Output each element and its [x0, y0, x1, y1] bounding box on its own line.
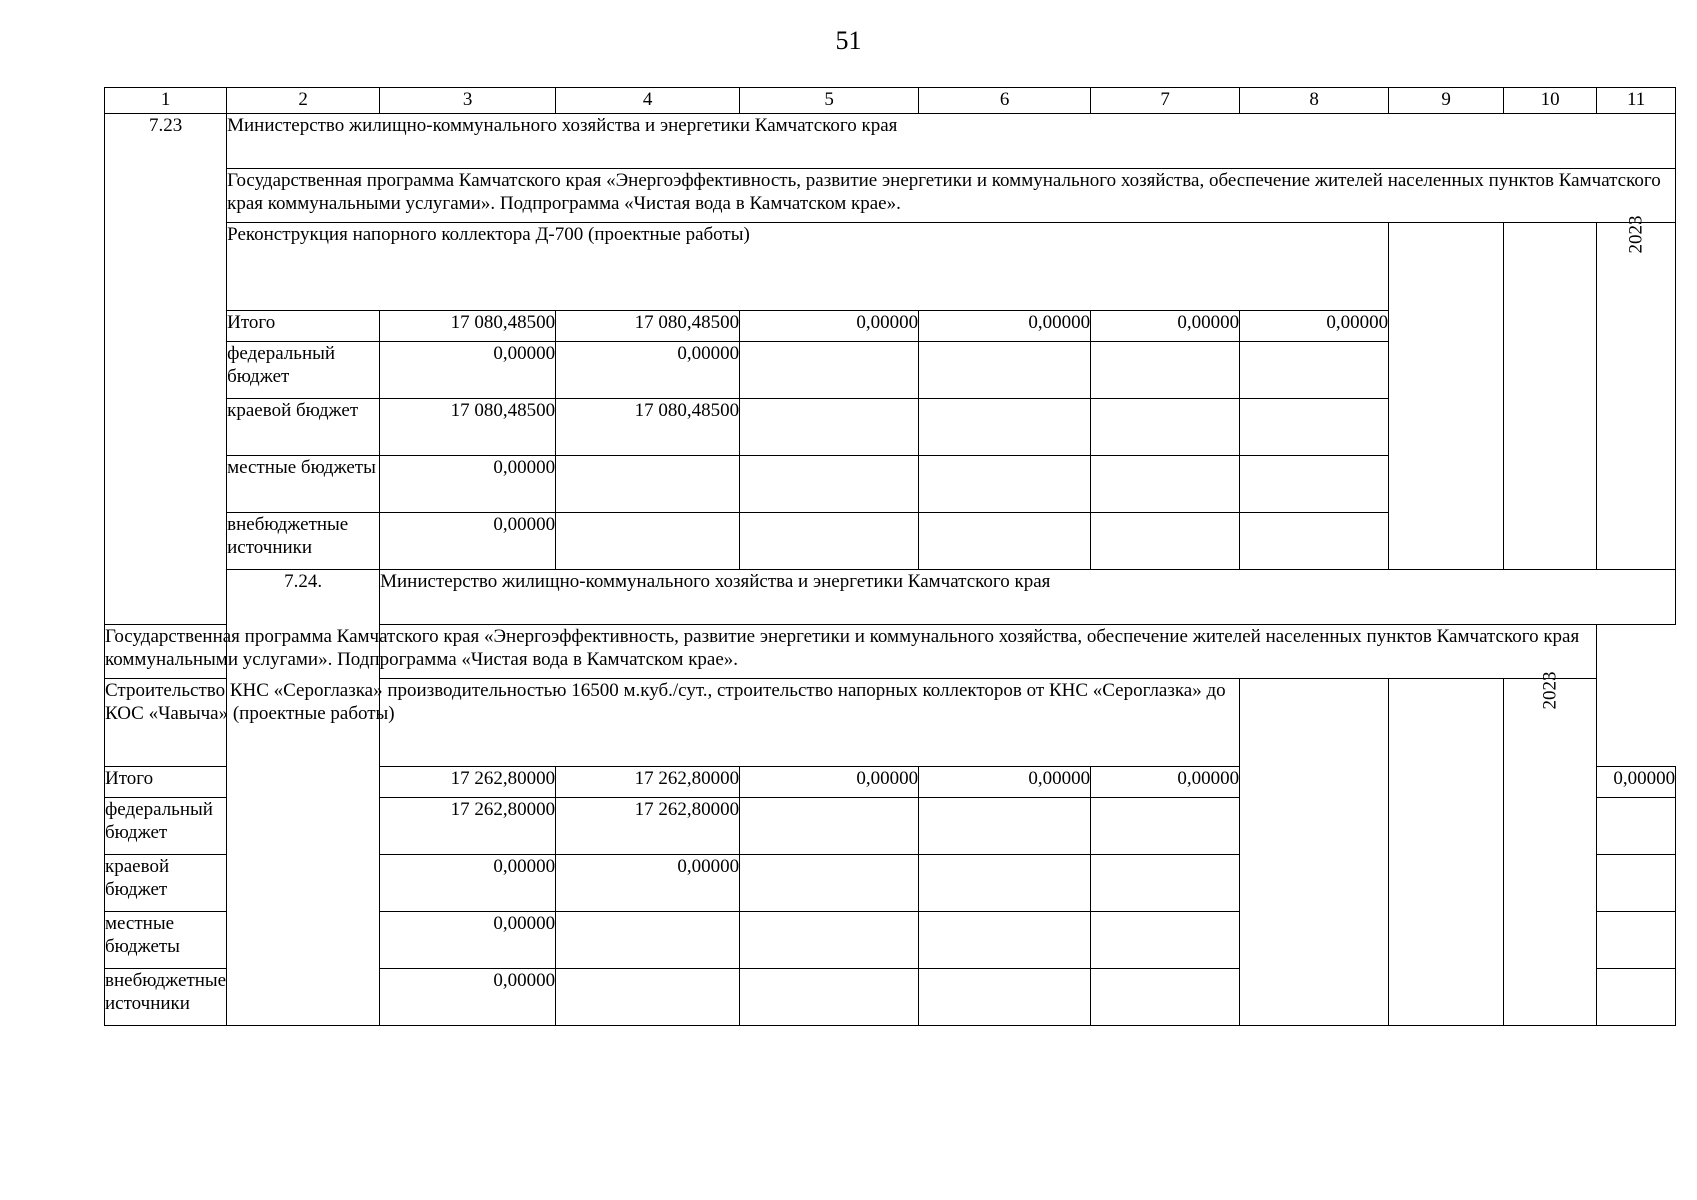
- value-cell: 0,00000: [556, 855, 740, 912]
- value-cell: 0,00000: [919, 767, 1091, 798]
- row-label: местные бюджеты: [227, 456, 380, 513]
- header-cell: 8: [1240, 88, 1389, 114]
- value-cell: [1597, 912, 1676, 969]
- year-label: 2023: [1539, 671, 1561, 710]
- value-cell: [1091, 456, 1240, 513]
- value-cell: 17 080,48500: [380, 399, 556, 456]
- value-cell: [1597, 798, 1676, 855]
- value-cell: 0,00000: [1597, 767, 1676, 798]
- value-cell: [1240, 399, 1389, 456]
- value-cell: 0,00000: [380, 342, 556, 399]
- row-label: Итого: [227, 311, 380, 342]
- value-cell: [740, 456, 919, 513]
- value-cell: 0,00000: [380, 855, 556, 912]
- col9-cell: [1389, 223, 1504, 570]
- value-cell: 0,00000: [919, 311, 1091, 342]
- value-cell: [1091, 969, 1240, 1026]
- ministry-row: [105, 570, 1676, 625]
- value-cell: 0,00000: [556, 342, 740, 399]
- value-cell: [1091, 912, 1240, 969]
- ministry-row: [105, 114, 1676, 169]
- row-label: краевой бюджет: [105, 855, 227, 912]
- value-cell: 17 262,80000: [380, 798, 556, 855]
- value-cell: [1091, 513, 1240, 570]
- project-name: Строительство КНС «Сероглазка» производительностью 16500 м.куб./сут., строительство напорных коллекторов от КНС «Сероглазка» до КОС «Чавыча» (проектные работы): [105, 679, 1240, 767]
- value-cell: 17 262,80000: [556, 767, 740, 798]
- value-cell: [919, 456, 1091, 513]
- value-cell: 0,00000: [1240, 311, 1389, 342]
- value-cell: 0,00000: [380, 456, 556, 513]
- value-cell: 0,00000: [740, 767, 919, 798]
- program-row: [105, 625, 1676, 679]
- ministry-name: Министерство жилищно-коммунального хозяйства и энергетики Камчатского края: [380, 570, 1676, 625]
- project-row: [105, 679, 1676, 767]
- year-cell: [1504, 671, 1597, 1026]
- section-number: 7.23: [105, 114, 227, 625]
- value-cell: [740, 912, 919, 969]
- program-row: [105, 169, 1676, 223]
- value-cell: [919, 342, 1091, 399]
- value-cell: [556, 969, 740, 1026]
- value-cell: 17 080,48500: [556, 399, 740, 456]
- project-row: [105, 223, 1676, 311]
- header-cell: 1: [105, 88, 227, 114]
- header-cell: 11: [1597, 88, 1676, 114]
- value-cell: [1240, 342, 1389, 399]
- value-cell: [1091, 855, 1240, 912]
- year-label: 2023: [1625, 215, 1647, 254]
- value-cell: 0,00000: [740, 311, 919, 342]
- value-cell: [740, 969, 919, 1026]
- value-cell: 17 262,80000: [380, 767, 556, 798]
- value-cell: [919, 912, 1091, 969]
- col10-cell: [1504, 223, 1597, 570]
- value-cell: [740, 342, 919, 399]
- program-name: Государственная программа Камчатского края «Энергоэффективность, развитие энергетики и коммунального хозяйства, обеспечение жителей населенных пунктов Камчатского края коммунальными услугами». Подпрограмма «Чистая вода в Камчатском крае».: [227, 169, 1676, 223]
- value-cell: [1240, 513, 1389, 570]
- row-label: федеральный бюджет: [105, 798, 227, 855]
- value-cell: [556, 456, 740, 513]
- value-cell: 0,00000: [380, 513, 556, 570]
- row-label: внебюджетные источники: [105, 969, 227, 1026]
- header-cell: 9: [1389, 88, 1504, 114]
- header-cell: 2: [227, 88, 380, 114]
- section-number: 7.24.: [227, 570, 380, 1026]
- header-cell: 6: [919, 88, 1091, 114]
- value-cell: [1597, 855, 1676, 912]
- header-cell: 7: [1091, 88, 1240, 114]
- row-label: местные бюджеты: [105, 912, 227, 969]
- value-cell: [740, 399, 919, 456]
- value-cell: [919, 798, 1091, 855]
- row-label: краевой бюджет: [227, 399, 380, 456]
- value-cell: 17 080,48500: [380, 311, 556, 342]
- value-cell: [919, 513, 1091, 570]
- row-label: федеральный бюджет: [227, 342, 380, 399]
- value-cell: 0,00000: [1091, 767, 1240, 798]
- value-cell: [740, 798, 919, 855]
- value-cell: [919, 969, 1091, 1026]
- row-label: Итого: [105, 767, 227, 798]
- value-cell: [1240, 456, 1389, 513]
- value-cell: [740, 513, 919, 570]
- year-cell: [1597, 215, 1676, 570]
- value-cell: 0,00000: [1091, 311, 1240, 342]
- ministry-name: Министерство жилищно-коммунального хозяйства и энергетики Камчатского края: [227, 114, 1676, 169]
- value-cell: [1091, 342, 1240, 399]
- header-row: [105, 88, 1676, 114]
- budget-table: [104, 87, 1676, 1026]
- page-number: 51: [835, 26, 862, 55]
- value-cell: [1091, 798, 1240, 855]
- value-cell: [919, 399, 1091, 456]
- value-cell: [919, 855, 1091, 912]
- value-cell: 0,00000: [380, 969, 556, 1026]
- header-cell: 4: [556, 88, 740, 114]
- col9-cell: [1240, 679, 1389, 1026]
- value-cell: 17 262,80000: [556, 798, 740, 855]
- program-name: Государственная программа Камчатского края «Энергоэффективность, развитие энергетики и коммунального хозяйства, обеспечение жителей населенных пунктов Камчатского края коммунальными услугами». Подпрограмма «Чистая вода в Камчатском крае».: [105, 625, 1597, 679]
- value-cell: [740, 855, 919, 912]
- header-cell: 3: [380, 88, 556, 114]
- row-label: внебюджетные источники: [227, 513, 380, 570]
- project-name: Реконструкция напорного коллектора Д-700 (проектные работы): [227, 223, 1389, 311]
- value-cell: [556, 513, 740, 570]
- value-cell: 0,00000: [380, 912, 556, 969]
- header-cell: 5: [740, 88, 919, 114]
- value-cell: [1597, 969, 1676, 1026]
- value-cell: 17 080,48500: [556, 311, 740, 342]
- value-cell: [1091, 399, 1240, 456]
- col10-cell: [1389, 679, 1504, 1026]
- value-cell: [556, 912, 740, 969]
- header-cell: 10: [1504, 88, 1597, 114]
